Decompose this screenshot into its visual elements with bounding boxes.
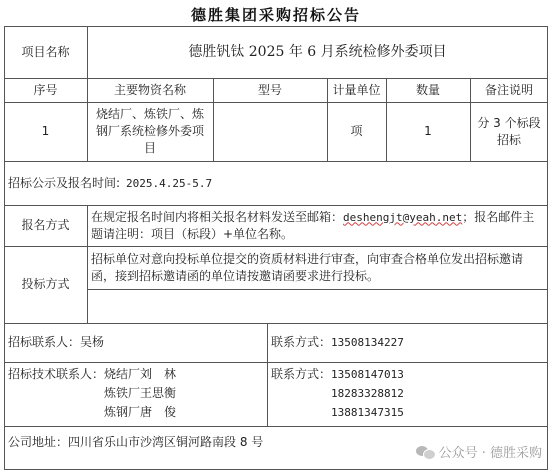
header-unit: 计量单位 bbox=[332, 82, 381, 97]
header-seq: 序号 bbox=[33, 82, 58, 97]
row-divider bbox=[87, 289, 548, 290]
tech-phone-value: 18283328812 bbox=[331, 387, 404, 400]
registration-label: 报名方式 bbox=[21, 218, 70, 232]
row-unit: 项 bbox=[350, 124, 363, 138]
contact-phone-label: 联系方式： bbox=[271, 335, 332, 349]
registration-intro: 在规定报名时间内将相关报名材料发送至邮箱： bbox=[91, 209, 344, 224]
contact-person: 招标联系人：吴杨 bbox=[8, 335, 105, 349]
row-model bbox=[213, 102, 327, 161]
header-remark: 备注说明 bbox=[484, 82, 533, 97]
wechat-icon bbox=[416, 445, 434, 459]
tech-contact-person: 烧结厂刘 林 bbox=[104, 367, 177, 381]
notice-title: 德胜集团采购招标公告 bbox=[190, 6, 361, 24]
registration-email[interactable]: deshengjt@yeah.net bbox=[343, 210, 463, 224]
row-seq: 1 bbox=[41, 124, 50, 138]
header-model: 型号 bbox=[257, 82, 282, 97]
tech-contact-person: 炼钢厂唐 俊 bbox=[104, 405, 177, 419]
tech-phone-value: 13508147013 bbox=[331, 368, 404, 381]
registration-subject: ；报名邮件主题请注明：项目（标段）+单位名称。 bbox=[91, 209, 535, 241]
tech-contact-phones bbox=[271, 366, 547, 424]
row-material-name: 烧结厂、炼铁厂、炼钢厂系统检修外委项目 bbox=[95, 107, 204, 155]
tech-phone-label: 联系方式： bbox=[271, 367, 332, 381]
row-remark: 分 3 个标段招标 bbox=[477, 115, 541, 147]
col-divider bbox=[87, 205, 88, 323]
header-material: 主要物资名称 bbox=[113, 82, 186, 97]
header-qty: 数量 bbox=[415, 82, 440, 97]
tech-contact-label: 招标技术联系人： bbox=[8, 367, 105, 381]
bidding-text: 招标单位对意向投标单位提交的资质材料进行审查，向审查合格单位发出招标邀请函，接到招标邀请函的单位请按邀请函要求进行投标。 bbox=[91, 251, 524, 283]
row-divider bbox=[4, 362, 548, 363]
tech-contact bbox=[8, 366, 264, 424]
watermark-text: 公众号 · 德胜采购 bbox=[438, 446, 542, 461]
project-name: 德胜钒钛 2025 年 6 月系统检修外委项目 bbox=[188, 43, 447, 60]
col-divider bbox=[267, 323, 268, 426]
project-label: 项目名称 bbox=[21, 44, 70, 59]
registration-text bbox=[91, 205, 544, 246]
tech-contact-person: 炼铁厂王思衡 bbox=[104, 386, 177, 400]
tech-phone-value: 13881347315 bbox=[331, 406, 404, 419]
publicity-label: 招标公示及报名时间: bbox=[8, 175, 121, 190]
contact-phone bbox=[271, 323, 547, 362]
publicity-time bbox=[8, 161, 548, 205]
watermark bbox=[416, 442, 542, 461]
company-address: 公司地址：四川省乐山市沙湾区铜河路南段 8 号 bbox=[8, 434, 264, 449]
bidding-label: 投标方式 bbox=[21, 277, 70, 291]
row-qty: 1 bbox=[424, 124, 432, 138]
contact-phone-value: 13508134227 bbox=[331, 336, 404, 349]
publicity-value: 2025.4.25-5.7 bbox=[126, 176, 213, 190]
